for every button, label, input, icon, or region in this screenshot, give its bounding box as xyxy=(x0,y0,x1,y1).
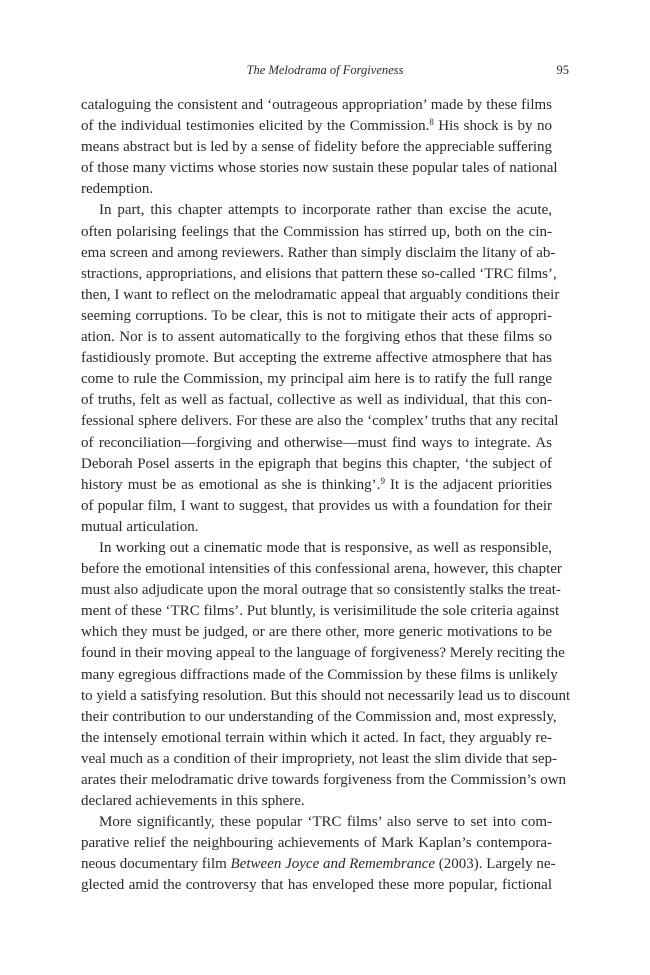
text-line: come to rule the Commission, my principal aim here is to ratify the full range xyxy=(81,371,552,388)
text-line: of truths, felt as well as factual, collective as well as individual, that this con- xyxy=(81,392,552,409)
text-line: means abstract but is led by a sense of fidelity before the appreciable suffering xyxy=(81,139,552,156)
text-line: often polarising feelings that the Commission has stirred up, both on the cin- xyxy=(81,223,552,240)
text-line: fastidiously promote. But accepting the extreme affective atmosphere that has xyxy=(81,350,552,367)
text-line: before the emotional intensities of this confessional arena, however, this chapter xyxy=(81,561,562,578)
text-line: ment of these ‘TRC films’. Put bluntly, is verisimilitude the sole criteria against xyxy=(81,603,560,620)
text-segment: neous documentary film xyxy=(81,856,231,873)
text-line: many egregious diffractions made of the Commission by these films is unlikely xyxy=(81,666,558,683)
text-line xyxy=(81,475,552,496)
footnote-marker-8: 8 xyxy=(429,117,434,128)
running-head xyxy=(81,60,569,80)
text-line: Deborah Posel asserts in the epigraph that begins this chapter, ‘the subject of xyxy=(81,455,552,472)
text-line: glected amid the controversy that has enveloped these more popular, fictional xyxy=(81,877,552,894)
body-text xyxy=(81,95,571,897)
text-segment: It is the adjacent priorities xyxy=(384,476,552,493)
text-line: parative relief the neighbouring achievements of Mark Kaplan’s contempora- xyxy=(81,835,552,852)
text-line: seeming corruptions. To be clear, this is not to mitigate their acts of appropri- xyxy=(81,307,552,324)
text-segment: history must be as emotional as she is thinking’. xyxy=(81,476,381,493)
paragraph-4 xyxy=(81,812,556,896)
text-line: which they must be judged, or are there other, more generic motivations to be xyxy=(81,624,552,641)
text-line: mutual articulation. xyxy=(81,518,199,535)
text-line: veal much as a condition of their impropriety, not least the slim divide that sep- xyxy=(81,750,557,767)
text-line: ation. Nor is to assent automatically to the forgiving ethos that these films so xyxy=(81,329,552,346)
text-line: of popular film, I want to suggest, that provides us with a foundation for their xyxy=(81,497,552,514)
text-line: declared achievements in this sphere. xyxy=(81,793,305,810)
text-line: More significantly, these popular ‘TRC films’ also serve to set into com- xyxy=(99,814,552,831)
text-line: must also adjudicate upon the moral outrage that so consistently stalks the treat- xyxy=(81,582,561,599)
text-segment: of the individual testimonies elicited by the Commission. xyxy=(81,118,430,135)
text-line xyxy=(81,854,556,875)
text-line: arates their melodramatic drive towards forgiveness from the Commission’s own xyxy=(81,772,567,788)
footnote-marker-9: 9 xyxy=(380,475,385,486)
text-line: stractions, appropriations, and elisions that pattern these so-called ‘TRC films’, xyxy=(81,265,557,282)
film-title: Between Joyce and Remembrance xyxy=(230,856,436,873)
paragraph-2 xyxy=(81,200,560,538)
paragraph-3 xyxy=(81,538,571,812)
text-segment: (2003). Largely ne- xyxy=(435,856,556,873)
page-number: 95 xyxy=(556,63,569,77)
text-line: In part, this chapter attempts to incorporate rather than excise the acute, xyxy=(99,202,552,219)
text-line: their contribution to our understanding of the Commission and, most expressly, xyxy=(81,708,557,725)
running-title: The Melodrama of Forgiveness xyxy=(246,63,404,77)
text-line: ema screen and among reviewers. Rather than simply disclaim the litany of ab- xyxy=(81,244,556,261)
text-line: cataloguing the consistent and ‘outrageous appropriation’ made by these films xyxy=(81,97,552,113)
text-line: In working out a cinematic mode that is responsive, as well as responsible, xyxy=(99,539,552,556)
text-line: fessional sphere delivers. For these are also the ‘complex’ truths that any recital xyxy=(81,413,559,430)
text-line: to yield a satisfying resolution. But this should not necessarily lead us to discount xyxy=(81,687,571,704)
text-line: the intensely emotional terrain within which it acted. In fact, they arguably re- xyxy=(81,729,552,746)
text-line: then, I want to reflect on the melodramatic appeal that arguably conditions their xyxy=(81,286,560,303)
text-segment: His shock is by no xyxy=(433,118,553,135)
text-line: of those many victims whose stories now sustain these popular tales of national xyxy=(81,160,558,177)
paragraph-1 xyxy=(81,95,558,200)
text-line xyxy=(81,116,552,137)
text-line: redemption. xyxy=(81,181,154,198)
text-line: of reconciliation—forgiving and otherwise—must find ways to integrate. As xyxy=(81,434,552,451)
text-line: found in their moving appeal to the language of forgiveness? Merely reciting the xyxy=(81,645,565,662)
